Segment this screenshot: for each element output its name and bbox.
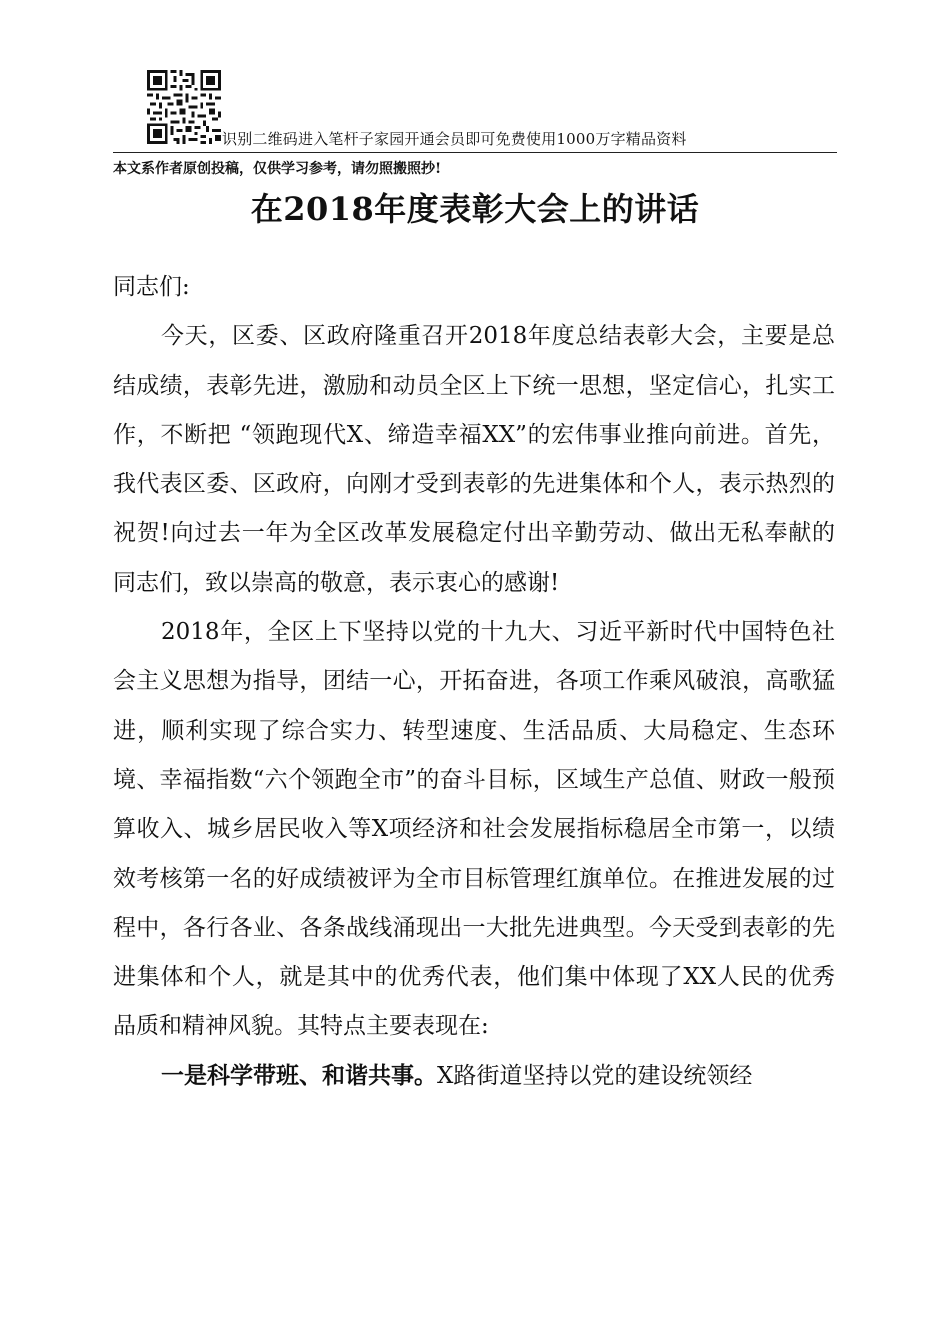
header-note: 识别二维码进入笔杆子家园开通会员即可免费使用1000万字精品资料 (222, 130, 687, 148)
document-title: 在2018年度表彰大会上的讲话 (250, 190, 700, 228)
header-divider (113, 152, 837, 153)
salutation: 同志们: (113, 274, 190, 300)
paragraph-3 (113, 1052, 835, 1101)
paragraph-text: X路街道坚持以党的建设统领经 (437, 1062, 753, 1089)
document-body (113, 263, 835, 1101)
paragraph-2: 2018年，全区上下坚持以党的十九大、习近平新时代中国特色社会主义思想为指导，团结一心，开拓奋进，各项工作乘风破浪，高歌猛进，顺利实现了综合实力、转型速度、生活品质、大局稳定、生态环境、幸福指数“六个领跑全市”的奋斗目标，区域生产总值、财政一般预算收入、城乡居民收入等X项经济和社会发展指标稳居全市第一，以绩效考核第一名的好成绩被评为全市目标管理红旗单位。在推进发展的过程中，各行各业、各条战线涌现出一大批先进典型。今天受到表彰的先进集体和个人，就是其中的优秀代表，他们集中体现了XX人民的优秀品质和精神风貌。其特点主要表现在: (113, 619, 835, 1040)
paragraph-1: 今天，区委、区政府隆重召开2018年度总结表彰大会，主要是总结成绩，表彰先进，激励和动员全区上下统一思想，坚定信心，扎实工作，不断把 “领跑现代X、缔造幸福XX”的宏伟事业推向前进。首先，我代表区委、区政府，向刚才受到表彰的先进集体和个人，表示热烈的祝贺!向过去一年为全区改革发展稳定付出辛勤劳动、做出无私奉献的同志们，致以崇高的敬意，表示衷心的感谢! (113, 323, 835, 596)
qr-code-icon (147, 70, 221, 144)
paragraph-lead: 一是科学带班、和谐共事。 (161, 1062, 437, 1089)
copyright-notice: 本文系作者原创投稿，仅供学习参考，请勿照搬照抄! (113, 161, 442, 177)
